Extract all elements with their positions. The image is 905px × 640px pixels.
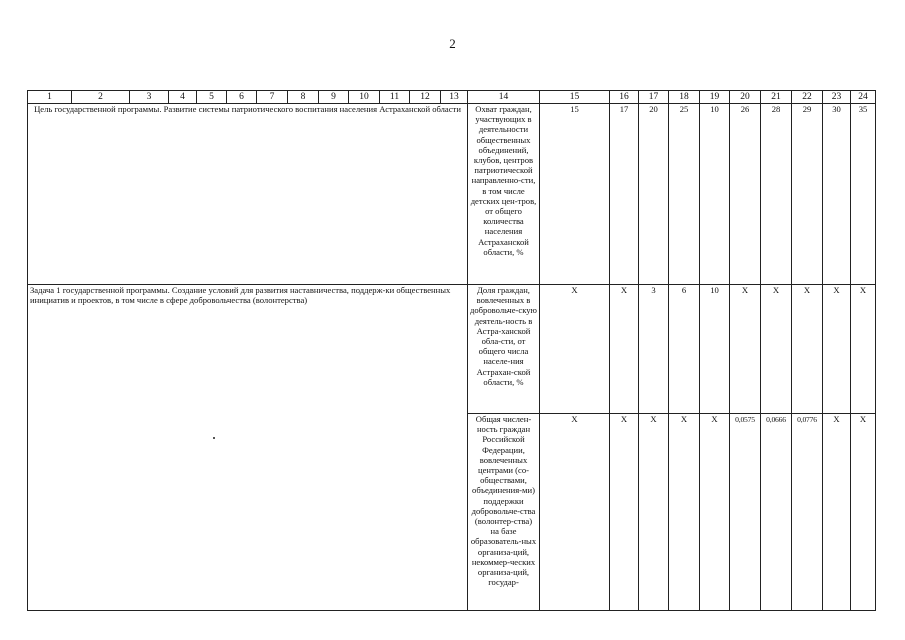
value-cell: 3 [639,285,669,414]
value-cell: 6 [669,285,700,414]
header-cell: 12 [410,91,441,104]
header-cell: 2 [72,91,130,104]
indicator-name: Доля граждан, вовлеченных в добровольче-скую деятель-ность в Астра-ханской обла-сти, от общего числа населе-ния Астрахан-ской области, % [468,285,540,414]
header-cell: 18 [669,91,700,104]
header-cell: 13 [441,91,468,104]
value-cell: X [792,285,823,414]
header-cell: 24 [851,91,876,104]
header-cell: 11 [380,91,410,104]
value-cell: 0,0776 [792,414,823,611]
value-cell: X [639,414,669,611]
value-cell: 0,0666 [761,414,792,611]
header-cell: 21 [761,91,792,104]
header-cell: 17 [639,91,669,104]
header-cell: 20 [730,91,761,104]
page-number: 2 [449,36,456,51]
indicator-name: Охват граждан, участвующих в деятельности общественных объединений, клубов, центров патриотической направленно-сти, в том числе детских цен-тров, от общего количества населения Астраханской области, % [468,104,540,285]
value-cell: 10 [700,104,730,285]
goal-description: Цель государственной программы. Развитие системы патриотического воспитания населения Астраханской области [28,104,468,285]
header-cell: 15 [540,91,610,104]
table-row-task-1 [28,285,876,414]
column-number-row [28,91,876,104]
header-cell: 4 [169,91,197,104]
program-indicators-table [27,90,876,611]
scan-speck [213,437,215,439]
task-description: Задача 1 государственной программы. Создание условий для развития наставничества, поддерж-ки общественных инициатив и проектов, в том числе в сфере добровольчества (волонтерства) [28,285,468,611]
value-cell: 25 [669,104,700,285]
header-cell: 3 [130,91,169,104]
table-row-goal [28,104,876,285]
value-cell: X [761,285,792,414]
value-cell: 35 [851,104,876,285]
value-cell: X [540,285,610,414]
header-cell: 14 [468,91,540,104]
value-cell: X [540,414,610,611]
header-cell: 16 [610,91,639,104]
header-cell: 6 [227,91,257,104]
value-cell: 26 [730,104,761,285]
value-cell: X [610,414,639,611]
value-cell: X [669,414,700,611]
value-cell: 10 [700,285,730,414]
header-cell: 5 [197,91,227,104]
value-cell: X [730,285,761,414]
header-cell: 8 [288,91,319,104]
value-cell: X [700,414,730,611]
indicator-name: Общая числен-ность граждан Российской Федерации, вовлеченных центрами (со-обществами, объединения-ми) поддержки добровольче-ства (волонтер-ства) на базе образователь-ных организа-ций, некоммер-ческих организа-ций, государ- [468,414,540,611]
header-cell: 22 [792,91,823,104]
value-cell: X [823,414,851,611]
value-cell: 15 [540,104,610,285]
value-cell: X [851,414,876,611]
value-cell: X [610,285,639,414]
header-cell: 10 [349,91,380,104]
value-cell: 29 [792,104,823,285]
header-cell: 9 [319,91,349,104]
value-cell: X [851,285,876,414]
header-cell: 1 [28,91,72,104]
value-cell: 20 [639,104,669,285]
header-cell: 23 [823,91,851,104]
value-cell: 30 [823,104,851,285]
value-cell: 0,0575 [730,414,761,611]
value-cell: 28 [761,104,792,285]
header-cell: 19 [700,91,730,104]
value-cell: X [823,285,851,414]
header-cell: 7 [257,91,288,104]
value-cell: 17 [610,104,639,285]
